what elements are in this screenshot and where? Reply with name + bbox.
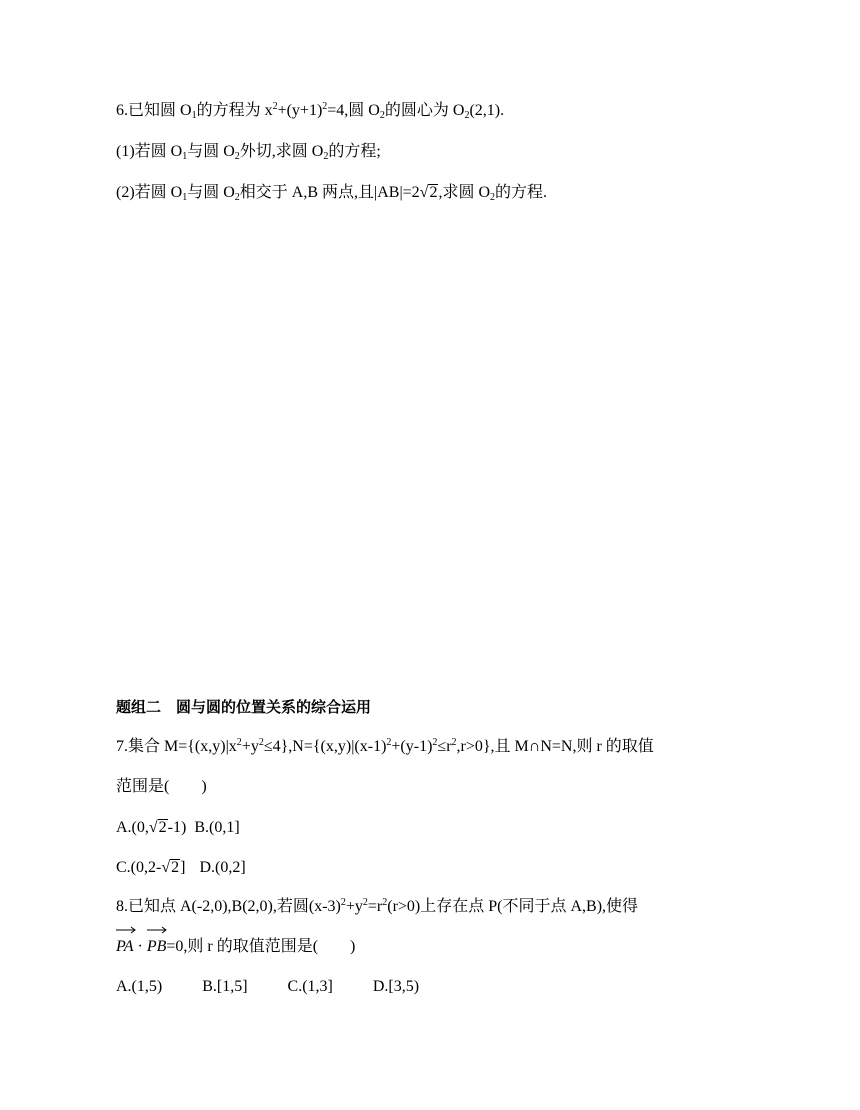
- q8-option-d[interactable]: D.[3,5): [372, 978, 420, 995]
- vector-pa: PA: [116, 936, 133, 958]
- q6-line-3: (2)若圆 $O_1$与圆 $O_2$相交于 A,B 两点,且|AB|=2√2,求圆 $O_2$的方程.: [116, 184, 548, 203]
- q7-option-d[interactable]: D.(0,2]: [199, 859, 246, 876]
- sqrt-symbol: √2: [148, 819, 167, 836]
- vector-arrow-icon: [116, 926, 136, 934]
- q8-options: [116, 976, 419, 998]
- q6-line-1: 6.已知圆 $O_1$的方程为 $x^2+(y+1)^2=4$,圆 $O_2$的圆心为 $O_2(2,1)$.: [116, 101, 505, 121]
- q8-line-1: 8.已知点 A(-2,0),B(2,0),若圆$(x-3)^2+y^2=r^2(r>0)$上存在点 P(不同于点 A,B),使得: [116, 897, 639, 915]
- q7-option-b[interactable]: B.(0,1]: [194, 819, 240, 836]
- q7-option-a[interactable]: A.(0,√2-1): [116, 817, 186, 839]
- q7-options-ab: [116, 817, 240, 839]
- q7-option-c[interactable]: C.(0,2-√2]: [116, 857, 185, 879]
- vector-arrow-icon: [147, 926, 167, 934]
- sqrt-symbol: √2: [419, 184, 438, 201]
- q8-line-2: PA · PB=0,则 r 的取值范围是( ): [116, 936, 355, 958]
- q7-options-cd: [116, 857, 246, 879]
- q8-option-a[interactable]: A.(1,5): [116, 978, 163, 995]
- q7-line-2: 范围是( ): [116, 778, 207, 795]
- q8-option-b[interactable]: B.[1,5]: [202, 978, 248, 995]
- q7-line-1: 7.集合 $M=\{(x,y)|x^2+y^2\le 4\},N=\{(x,y)|(x-1)^2+(y-1)^2\le r^2,r>0\}$,且 M∩N=N,则 r 的取值: [116, 737, 654, 755]
- section-heading: 题组二 圆与圆的位置关系的综合运用: [116, 698, 372, 716]
- q8-option-c[interactable]: C.(1,3]: [287, 978, 333, 995]
- sqrt-symbol: √2: [161, 859, 180, 876]
- q6-line-2: (1)若圆 $O_1$与圆 $O_2$外切,求圆 $O_2$的方程;: [116, 143, 381, 162]
- vector-pb: PB: [147, 936, 167, 958]
